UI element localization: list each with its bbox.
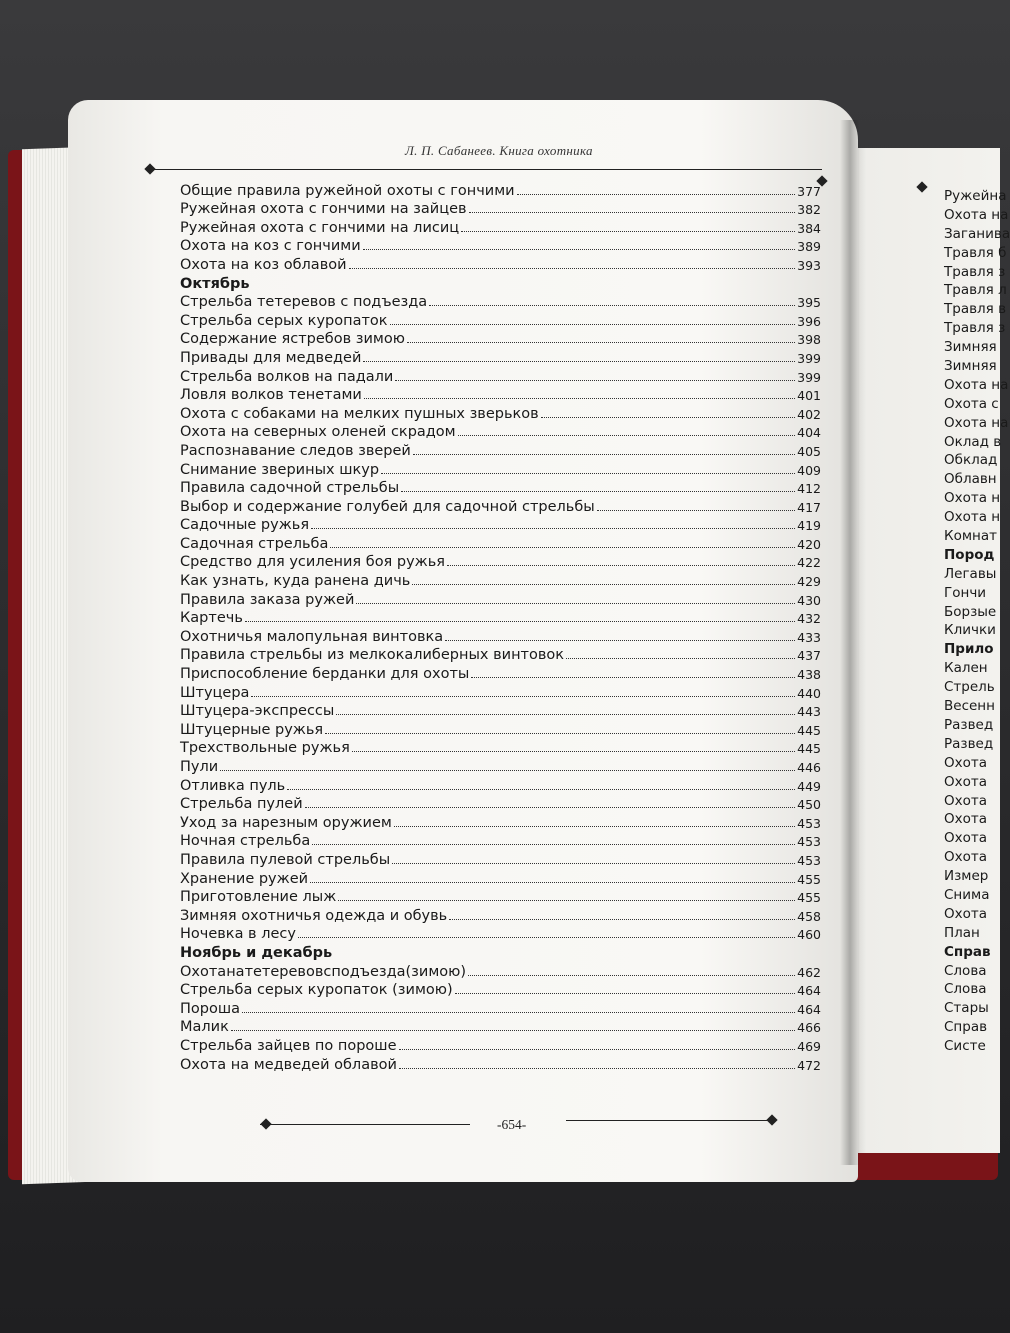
toc-leader-dots xyxy=(325,733,795,734)
toc-leader-dots xyxy=(597,510,795,511)
toc-entry-title: Средство для усиления боя ружья xyxy=(180,554,446,571)
toc-entry-title: Правила заказа ружей xyxy=(180,591,355,608)
toc-entry-page: 412 xyxy=(797,481,821,497)
toc-entry-title: Картечь xyxy=(180,610,243,627)
toc-entry xyxy=(180,440,845,459)
toc-leader-dots xyxy=(445,640,795,641)
toc-entry xyxy=(180,794,845,813)
running-head: Л. П. Сабанеев. Книга охотника xyxy=(405,143,593,158)
right-page-line: План xyxy=(944,924,980,941)
footer-rule-right xyxy=(566,1120,776,1121)
toc-entry xyxy=(180,682,845,701)
right-page-line: Развед xyxy=(944,716,994,733)
right-page-line: Ружейна xyxy=(944,188,1007,204)
toc-entry xyxy=(180,552,845,571)
toc-entry xyxy=(180,868,845,887)
toc-entry-page: 472 xyxy=(797,1057,821,1073)
toc-leader-dots xyxy=(381,473,795,474)
toc-leader-dots xyxy=(413,454,795,455)
toc-leader-dots xyxy=(566,658,795,659)
toc-leader-dots xyxy=(394,826,795,827)
right-page-line: Охота xyxy=(944,849,988,866)
right-page-line: Охота с xyxy=(944,395,999,412)
toc-entry-page: 396 xyxy=(797,313,821,329)
toc-entry-title: Ночевка в лесу xyxy=(180,926,296,943)
right-page-line: Обклад xyxy=(944,452,998,469)
right-page-line: Охота на xyxy=(944,376,1009,393)
toc-entry xyxy=(180,849,845,868)
toc-leader-dots xyxy=(251,696,795,697)
toc-leader-dots xyxy=(305,807,795,808)
toc-entry-title: Садочная стрельба xyxy=(180,535,329,552)
right-page-line: Охота xyxy=(944,773,988,790)
toc-leader-dots xyxy=(231,1030,795,1031)
toc-entry-title: Уход за нарезным оружием xyxy=(180,814,392,831)
toc-entry xyxy=(180,775,845,794)
toc-entry-page: 399 xyxy=(797,369,821,385)
toc-leader-dots xyxy=(312,844,795,845)
toc-entry-title: Охота на коз с гончими xyxy=(180,238,361,255)
toc-leader-dots xyxy=(407,342,795,343)
toc-entry xyxy=(180,924,845,943)
right-page-line: Стары xyxy=(944,1000,989,1017)
toc-leader-dots xyxy=(356,603,795,604)
toc-entry xyxy=(180,199,845,218)
toc-leader-dots xyxy=(412,584,795,585)
toc-entry-page: 399 xyxy=(797,350,821,366)
toc-entry-page: 417 xyxy=(797,499,821,515)
toc-leader-dots xyxy=(287,789,795,790)
toc-entry-title: Правила стрельбы из мелкокалиберных винтовок xyxy=(180,647,565,664)
toc-leader-dots xyxy=(469,212,795,213)
right-page-line: Легавы xyxy=(944,565,997,582)
toc-entry xyxy=(180,347,845,366)
toc-entry-page: 455 xyxy=(797,890,821,906)
toc-entry xyxy=(180,292,845,311)
toc-entry xyxy=(180,385,845,404)
toc-entry-page: 409 xyxy=(797,462,821,478)
toc-entry xyxy=(180,478,845,497)
toc-entry-page: 449 xyxy=(797,778,821,794)
right-page-line: Травля б xyxy=(944,244,1007,261)
toc-entry-page: 420 xyxy=(797,536,821,552)
toc-entry-page: 429 xyxy=(797,574,821,590)
toc-entry-page: 393 xyxy=(797,257,821,273)
toc-leader-dots xyxy=(220,770,795,771)
right-page-line: Слова xyxy=(944,981,987,998)
toc-entry xyxy=(180,496,845,515)
toc-section-heading xyxy=(180,273,845,292)
right-page-line: Охота н xyxy=(944,490,1001,507)
right-page-line: Охота на xyxy=(944,206,1009,223)
toc-entry-title: Зимняя охотничья одежда и обувь xyxy=(180,907,448,924)
toc-entry-page: 462 xyxy=(797,964,821,980)
right-page-line: Пород xyxy=(944,546,995,563)
toc-entry-title: Охота на медведей облавой xyxy=(180,1056,397,1073)
toc-entry-title: Штуцера xyxy=(180,684,250,701)
toc-entry-page: 402 xyxy=(797,406,821,422)
toc-entry-page: 432 xyxy=(797,611,821,627)
toc-section-heading xyxy=(180,942,845,961)
toc-leader-dots xyxy=(447,565,795,566)
toc-entry-title: Охота на северных оленей скрадом xyxy=(180,424,456,441)
right-page-line: Кален xyxy=(944,660,988,677)
toc-entry xyxy=(180,403,845,422)
toc-leader-dots xyxy=(395,380,795,381)
toc-leader-dots xyxy=(364,398,795,399)
toc-entry-page: 466 xyxy=(797,1020,821,1036)
toc-entry-title: Садочные ружья xyxy=(180,517,310,534)
toc-entry-title: Малик xyxy=(180,1019,229,1036)
toc-entry-title: Стрельба зайцев по пороше xyxy=(180,1037,397,1054)
page-number: -654- xyxy=(497,1117,527,1132)
toc-entry-page: 460 xyxy=(797,927,821,943)
toc-entry-title: Правила пулевой стрельбы xyxy=(180,851,391,868)
table-of-contents xyxy=(180,180,845,1073)
toc-entry xyxy=(180,310,845,329)
toc-entry-title: Стрельба серых куропаток xyxy=(180,312,388,329)
toc-entry-title: Содержание ястребов зимою xyxy=(180,331,405,348)
right-page-line: Охота xyxy=(944,754,988,771)
toc-entry xyxy=(180,366,845,385)
toc-leader-dots xyxy=(449,919,795,920)
right-page-toc-fragment xyxy=(944,188,1010,1057)
toc-entry xyxy=(180,1017,845,1036)
right-page-line: Весенн xyxy=(944,698,995,715)
right-page-line: Охота xyxy=(944,905,988,922)
right-page-line: Комнат xyxy=(944,528,997,545)
toc-leader-dots xyxy=(471,677,795,678)
toc-entry-title: Привады для медведей xyxy=(180,349,362,366)
right-page-line: Зимняя xyxy=(944,339,997,356)
toc-entry-title: Октябрь xyxy=(180,275,250,292)
right-page-line: Травля л xyxy=(944,282,1007,299)
toc-entry xyxy=(180,998,845,1017)
right-page-line: Прило xyxy=(944,641,994,658)
toc-entry-title: Ночная стрельба xyxy=(180,833,311,850)
toc-entry-page: 433 xyxy=(797,629,821,645)
toc-entry-title: Охотанатетеревовсподъезда(зимою) xyxy=(180,963,466,980)
toc-leader-dots xyxy=(455,993,795,994)
toc-entry-page: 445 xyxy=(797,722,821,738)
toc-entry-title: Общие правила ружейной охоты с гончими xyxy=(180,182,515,199)
toc-entry-page: 445 xyxy=(797,741,821,757)
toc-entry xyxy=(180,608,845,627)
toc-leader-dots xyxy=(401,491,795,492)
toc-entry-page: 398 xyxy=(797,332,821,348)
toc-entry-page: 438 xyxy=(797,667,821,683)
toc-entry-page: 419 xyxy=(797,518,821,534)
right-page-line: Гончи xyxy=(944,584,987,601)
toc-entry xyxy=(180,756,845,775)
toc-entry-page: 384 xyxy=(797,220,821,236)
toc-entry-title: Охота на коз облавой xyxy=(180,256,347,273)
toc-leader-dots xyxy=(461,231,795,232)
toc-entry-page: 401 xyxy=(797,388,821,404)
toc-entry-title: Отливка пуль xyxy=(180,777,286,794)
toc-entry-title: Приспособление берданки для охоты xyxy=(180,666,470,683)
toc-entry xyxy=(180,663,845,682)
toc-entry-title: Как узнать, куда ранена дичь xyxy=(180,573,411,590)
toc-leader-dots xyxy=(541,417,795,418)
toc-entry xyxy=(180,831,845,850)
right-page-line: Охота xyxy=(944,830,988,847)
toc-entry-page: 453 xyxy=(797,852,821,868)
right-page-line: Развед xyxy=(944,735,994,752)
toc-entry xyxy=(180,254,845,273)
right-page-line: Охота н xyxy=(944,509,1001,526)
right-page-line: Снима xyxy=(944,886,990,903)
toc-leader-dots xyxy=(336,714,795,715)
right-page-line: Систе xyxy=(944,1038,986,1055)
toc-entry xyxy=(180,422,845,441)
toc-entry-page: 458 xyxy=(797,908,821,924)
toc-entry-title: Штуцера-экспрессы xyxy=(180,703,335,720)
toc-entry-title: Приготовление лыж xyxy=(180,889,337,906)
toc-entry xyxy=(180,812,845,831)
toc-entry-title: Стрельба серых куропаток (зимою) xyxy=(180,982,453,999)
toc-entry-page: 430 xyxy=(797,592,821,608)
toc-entry-title: Правила садочной стрельбы xyxy=(180,480,400,497)
toc-entry xyxy=(180,701,845,720)
toc-entry-title: Ловля волков тенетами xyxy=(180,387,362,404)
toc-entry-title: Снимание звериных шкур xyxy=(180,461,380,478)
toc-leader-dots xyxy=(517,194,795,195)
toc-leader-dots xyxy=(399,1068,795,1069)
toc-entry-title: Пули xyxy=(180,759,219,775)
right-page-line: Справ xyxy=(944,943,991,960)
toc-entry xyxy=(180,515,845,534)
toc-entry xyxy=(180,905,845,924)
right-page-line: Клички xyxy=(944,622,996,639)
right-page-line: Охота на xyxy=(944,414,1009,431)
right-page-line: Слова xyxy=(944,962,987,979)
right-page-line: Стрель xyxy=(944,679,995,696)
toc-entry xyxy=(180,180,845,199)
toc-leader-dots xyxy=(242,1012,795,1013)
toc-entry-title: Трехствольные ружья xyxy=(180,740,350,757)
toc-entry-page: 455 xyxy=(797,871,821,887)
toc-leader-dots xyxy=(363,249,795,250)
toc-entry-title: Стрельба волков на падали xyxy=(180,368,394,385)
toc-entry-title: Пороша xyxy=(180,1000,241,1017)
toc-leader-dots xyxy=(298,937,795,938)
toc-entry xyxy=(180,887,845,906)
toc-entry xyxy=(180,961,845,980)
toc-leader-dots xyxy=(352,751,795,752)
toc-entry-page: 446 xyxy=(797,760,821,775)
toc-entry xyxy=(180,217,845,236)
toc-entry-title: Охота с собаками на мелких пушных зверьков xyxy=(180,405,539,422)
toc-leader-dots xyxy=(429,305,795,306)
toc-entry-page: 437 xyxy=(797,648,821,664)
toc-entry-page: 469 xyxy=(797,1038,821,1054)
toc-entry-title: Распознавание следов зверей xyxy=(180,442,411,459)
toc-entry-page: 382 xyxy=(797,202,821,218)
right-page-line: Облавн xyxy=(944,471,997,488)
right-page-line: Травля в xyxy=(944,301,1007,318)
toc-entry-page: 395 xyxy=(797,295,821,311)
toc-entry-title: Хранение ружей xyxy=(180,870,309,887)
toc-entry xyxy=(180,589,845,608)
toc-leader-dots xyxy=(338,900,795,901)
right-page-line: Справ xyxy=(944,1019,988,1036)
toc-entry-page: 450 xyxy=(797,797,821,813)
right-page-line: Зимняя xyxy=(944,358,997,375)
toc-leader-dots xyxy=(458,435,795,436)
right-page-line: Травля з xyxy=(944,320,1006,337)
toc-entry xyxy=(180,626,845,645)
toc-entry xyxy=(180,645,845,664)
toc-entry-title: Ружейная охота с гончими на зайцев xyxy=(180,201,467,218)
toc-entry-page: 464 xyxy=(797,983,821,999)
toc-entry xyxy=(180,1054,845,1073)
toc-leader-dots xyxy=(245,621,795,622)
toc-entry xyxy=(180,738,845,757)
right-page-line: Борзые xyxy=(944,603,997,620)
toc-entry-title: Стрельба пулей xyxy=(180,796,303,813)
right-page-line: Охота xyxy=(944,811,988,828)
toc-entry-title: Ноябрь и декабрь xyxy=(180,944,333,961)
toc-entry-page: 440 xyxy=(797,685,821,701)
toc-entry-title: Выбор и содержание голубей для садочной стрельбы xyxy=(180,498,595,515)
footer-rule-left xyxy=(260,1124,470,1125)
toc-entry-title: Охотничья малопульная винтовка xyxy=(180,628,444,645)
toc-entry-page: 464 xyxy=(797,1001,821,1017)
toc-leader-dots xyxy=(310,882,795,883)
toc-leader-dots xyxy=(311,528,795,529)
right-page-line: Оклад в xyxy=(944,433,1002,450)
toc-entry xyxy=(180,719,845,738)
toc-leader-dots xyxy=(349,268,795,269)
toc-leader-dots xyxy=(468,975,795,976)
toc-entry xyxy=(180,329,845,348)
header-rule xyxy=(150,169,822,170)
right-page-line: Травля з xyxy=(944,263,1006,280)
toc-entry-page: 453 xyxy=(797,815,821,831)
toc-entry xyxy=(180,1035,845,1054)
toc-leader-dots xyxy=(363,361,795,362)
toc-entry-page: 389 xyxy=(797,239,821,255)
toc-entry-title: Стрельба тетеревов с подъезда xyxy=(180,294,428,311)
right-page-line: Измер xyxy=(944,868,989,885)
toc-entry-title: Ружейная охота с гончими на лисиц xyxy=(180,219,460,236)
right-page-line: Заганива xyxy=(944,225,1010,242)
toc-entry-page: 405 xyxy=(797,443,821,459)
toc-entry xyxy=(180,570,845,589)
toc-leader-dots xyxy=(390,324,795,325)
right-page-line: Охота xyxy=(944,792,988,809)
toc-entry-page: 404 xyxy=(797,425,821,441)
toc-leader-dots xyxy=(392,863,795,864)
toc-entry xyxy=(180,236,845,255)
toc-entry-page: 443 xyxy=(797,704,821,720)
toc-entry xyxy=(180,533,845,552)
toc-leader-dots xyxy=(399,1049,796,1050)
toc-entry-page: 453 xyxy=(797,834,821,850)
toc-leader-dots xyxy=(330,547,795,548)
toc-entry-title: Штуцерные ружья xyxy=(180,721,324,738)
toc-entry xyxy=(180,459,845,478)
toc-entry-page: 377 xyxy=(797,183,821,199)
toc-entry-page: 422 xyxy=(797,555,821,571)
toc-entry xyxy=(180,980,845,999)
